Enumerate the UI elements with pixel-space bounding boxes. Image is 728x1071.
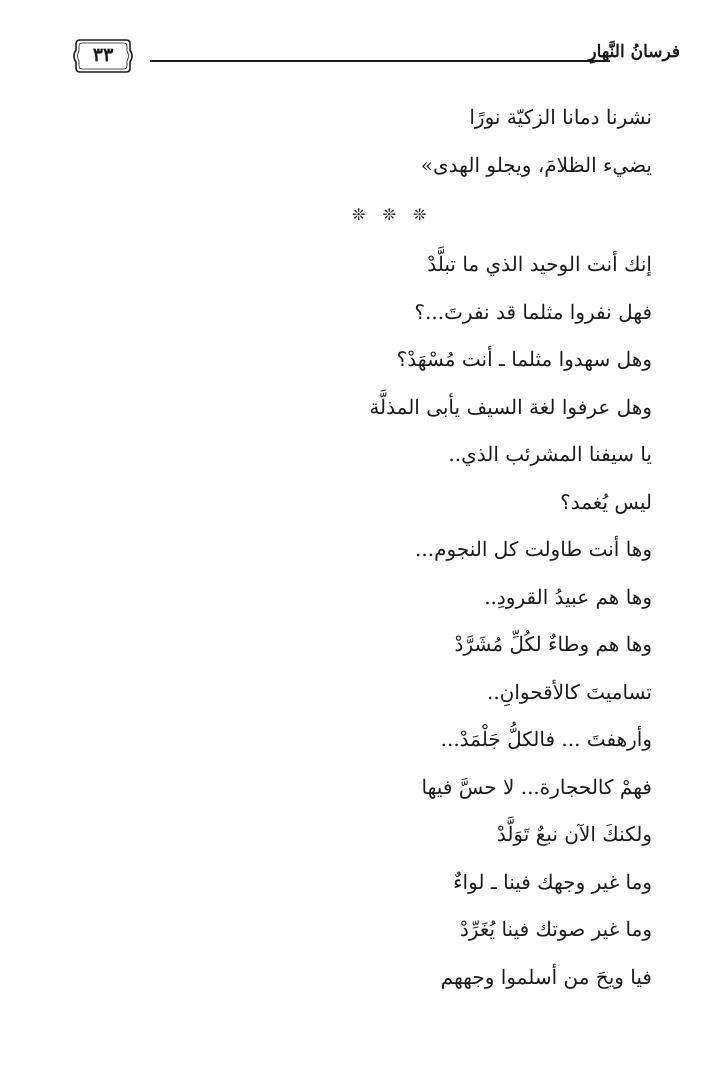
poem-line: وما غير صوتك فينا يُغَرِّدْ <box>459 917 652 941</box>
poem-line: يضيء الظلامَ، ويجلو الهدى» <box>420 152 652 177</box>
poem-line: وما غير وجهك فينا ـ لواءٌ <box>453 869 652 894</box>
poem-line: وهل عرفوا لغة السيف يأبى المذلَّة <box>369 394 652 419</box>
running-title: فرسانُ النَّهارِ <box>588 42 680 62</box>
poem-line: وأرهفتَ ... فالكلُّ جَلْمَدْ... <box>440 727 652 751</box>
poem-line: وها أنت طاولت كل النجوم... <box>415 537 652 561</box>
page-number: ٣٣ <box>92 44 114 66</box>
poem-line: ليس يُغمد؟ <box>560 489 652 514</box>
poem-line: وها هم وطاءٌ لكُلِّ مُشَرَّدْ <box>454 632 652 656</box>
poem-line: وهل سهدوا مثلما ـ أنت مُسْهَدْ؟ <box>396 347 652 371</box>
poem-line: ولكنكَ الآن نبعٌ تَوَلَّدْ <box>496 822 652 846</box>
poem-line: وها هم عبيدُ القرودِ.. <box>484 584 652 609</box>
poem-line: فهمْ كالحجارة... لا حسَّ فيها <box>421 774 652 799</box>
poem-line: فيا ويحَ من أسلموا وجههم <box>440 964 652 989</box>
page-number-ornament <box>70 38 136 74</box>
poem-line: تساميتَ كالأقحوانِ.. <box>486 679 652 704</box>
poem-line: فهل نفروا مثلما قد نفرتَ...؟ <box>414 299 652 324</box>
page-header <box>70 38 680 78</box>
poem-line: يا سيفنا المشرئب الذي.. <box>448 442 652 466</box>
stanza-separator: ❊ ❊ ❊ <box>352 205 433 224</box>
poem-line: نشرنا دمانا الزكيّة نورًا <box>469 105 652 129</box>
poem-body <box>332 94 652 1001</box>
header-rule <box>150 60 610 62</box>
poem-line: إنك أنت الوحيد الذي ما تبلَّدْ <box>427 252 652 276</box>
